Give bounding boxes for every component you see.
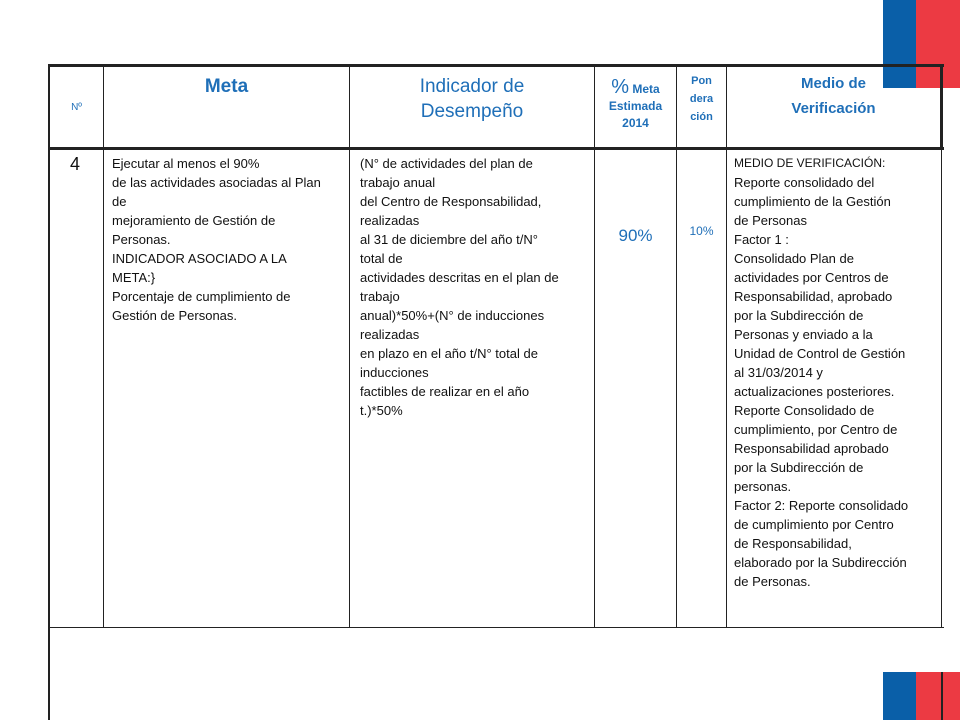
header-medio — [727, 68, 940, 124]
meta-line: mejoramiento de Gestión de — [112, 213, 276, 228]
meta-line: de las actividades asociadas al Plan — [112, 175, 321, 190]
col-divider-4 — [676, 64, 677, 628]
header-medio-line-2: Verificación — [791, 100, 876, 117]
table-right-border-bottom — [941, 672, 943, 720]
meta-line: META:} — [112, 270, 156, 285]
medio-line: de Personas — [734, 213, 807, 228]
medio-line: Unidad de Control de Gestión — [734, 346, 906, 361]
indicador-line: al 31 de diciembre del año t/N° — [360, 232, 538, 247]
header-meta-word: Meta — [632, 81, 660, 96]
indicador-line: t.)*50% — [360, 403, 403, 418]
header-indicador-line-2: Desempeño — [420, 101, 524, 122]
indicador-line: trabajo anual — [360, 175, 436, 190]
indicador-line: trabajo — [360, 289, 400, 304]
indicador-line: del Centro de Responsabilidad, — [360, 194, 542, 209]
medio-line: actualizaciones posteriores. — [734, 384, 895, 399]
medio-line: personas. — [734, 479, 792, 494]
medio-line: de Personas. — [734, 574, 811, 589]
medio-line: al 31/03/2014 y — [734, 365, 823, 380]
row-ponderacion: 10% — [689, 224, 714, 238]
medio-line: Consolidado Plan de — [734, 251, 854, 266]
header-medio-line-1: Medio de — [800, 75, 866, 92]
medio-line: de cumplimiento por Centro — [734, 517, 894, 532]
indicador-line: inducciones — [360, 365, 429, 380]
medio-line: Responsabilidad, aprobado — [734, 289, 893, 304]
row-indicador-cell — [360, 154, 592, 420]
header-pct-symbol: % — [611, 75, 630, 98]
header-meta-estimada-line-1 — [611, 75, 660, 98]
table-left-border — [48, 64, 50, 720]
meta-line: INDICADOR ASOCIADO A LA — [112, 251, 287, 266]
col-divider-5 — [726, 64, 727, 628]
table-right-border-top — [940, 64, 943, 148]
meta-line: de — [112, 194, 127, 209]
meta-line: Porcentaje de cumplimiento de — [112, 289, 291, 304]
header-meta — [104, 67, 349, 107]
meta-line: Ejecutar al menos el 90% — [112, 156, 260, 171]
table-right-border — [941, 148, 942, 628]
col-divider-2 — [349, 64, 350, 628]
indicador-line: realizadas — [360, 213, 420, 228]
header-num — [50, 67, 103, 147]
row-divider — [48, 627, 944, 628]
header-ponderacion-line-3: ción — [690, 111, 713, 123]
row-medio-cell — [734, 154, 940, 591]
header-num-label: Nº — [71, 101, 82, 113]
row-meta-pct: 90% — [618, 226, 653, 245]
header-meta-estimada-line-2: Estimada — [608, 98, 663, 113]
row-number: 4 — [70, 154, 81, 174]
header-ponderacion — [677, 70, 726, 128]
medio-line: Personas y enviado a la — [734, 327, 873, 342]
meta-line: Personas. — [112, 232, 171, 247]
col-divider-3 — [594, 64, 595, 628]
medio-line: Responsabilidad aprobado — [734, 441, 889, 456]
medio-line: Reporte consolidado del — [734, 175, 875, 190]
medio-line: por la Subdirección de — [734, 460, 864, 475]
medio-line: elaborado por la Subdirección — [734, 555, 907, 570]
meta-line: Gestión de Personas. — [112, 308, 238, 323]
medio-line: actividades por Centros de — [734, 270, 889, 285]
header-ponderacion-line-1: Pon — [691, 75, 712, 87]
header-meta-estimada-line-3: 2014 — [622, 115, 649, 130]
medio-line: Factor 2: Reporte consolidado — [734, 498, 909, 513]
header-indicador — [350, 67, 594, 131]
header-meta-estimada — [595, 70, 676, 140]
row-meta-cell — [112, 154, 348, 325]
header-meta-label: Meta — [204, 76, 249, 97]
medio-line: MEDIO DE VERIFICACIÓN: — [734, 156, 886, 170]
indicador-line: (N° de actividades del plan de — [360, 156, 533, 171]
header-indicador-line-1: Indicador de — [419, 76, 525, 97]
indicador-line: anual)*50%+(N° de inducciones — [360, 308, 545, 323]
medio-line: de Responsabilidad, — [734, 536, 852, 551]
indicador-line: total de — [360, 251, 403, 266]
indicador-line: factibles de realizar en el año — [360, 384, 530, 399]
medio-line: por la Subdirección de — [734, 308, 864, 323]
medio-line: cumplimiento de la Gestión — [734, 194, 891, 209]
bottom-red-bar — [916, 672, 960, 720]
header-ponderacion-line-2: dera — [689, 93, 714, 105]
indicador-line: en plazo en el año t/N° total de — [360, 346, 538, 361]
indicador-line: actividades descritas en el plan de — [360, 270, 559, 285]
medio-line: Reporte Consolidado de — [734, 403, 875, 418]
header-divider — [48, 147, 944, 150]
indicador-line: realizadas — [360, 327, 420, 342]
medio-line: Factor 1 : — [734, 232, 789, 247]
bottom-blue-bar — [883, 672, 916, 720]
medio-line: cumplimiento, por Centro de — [734, 422, 898, 437]
col-divider-1 — [103, 64, 104, 628]
